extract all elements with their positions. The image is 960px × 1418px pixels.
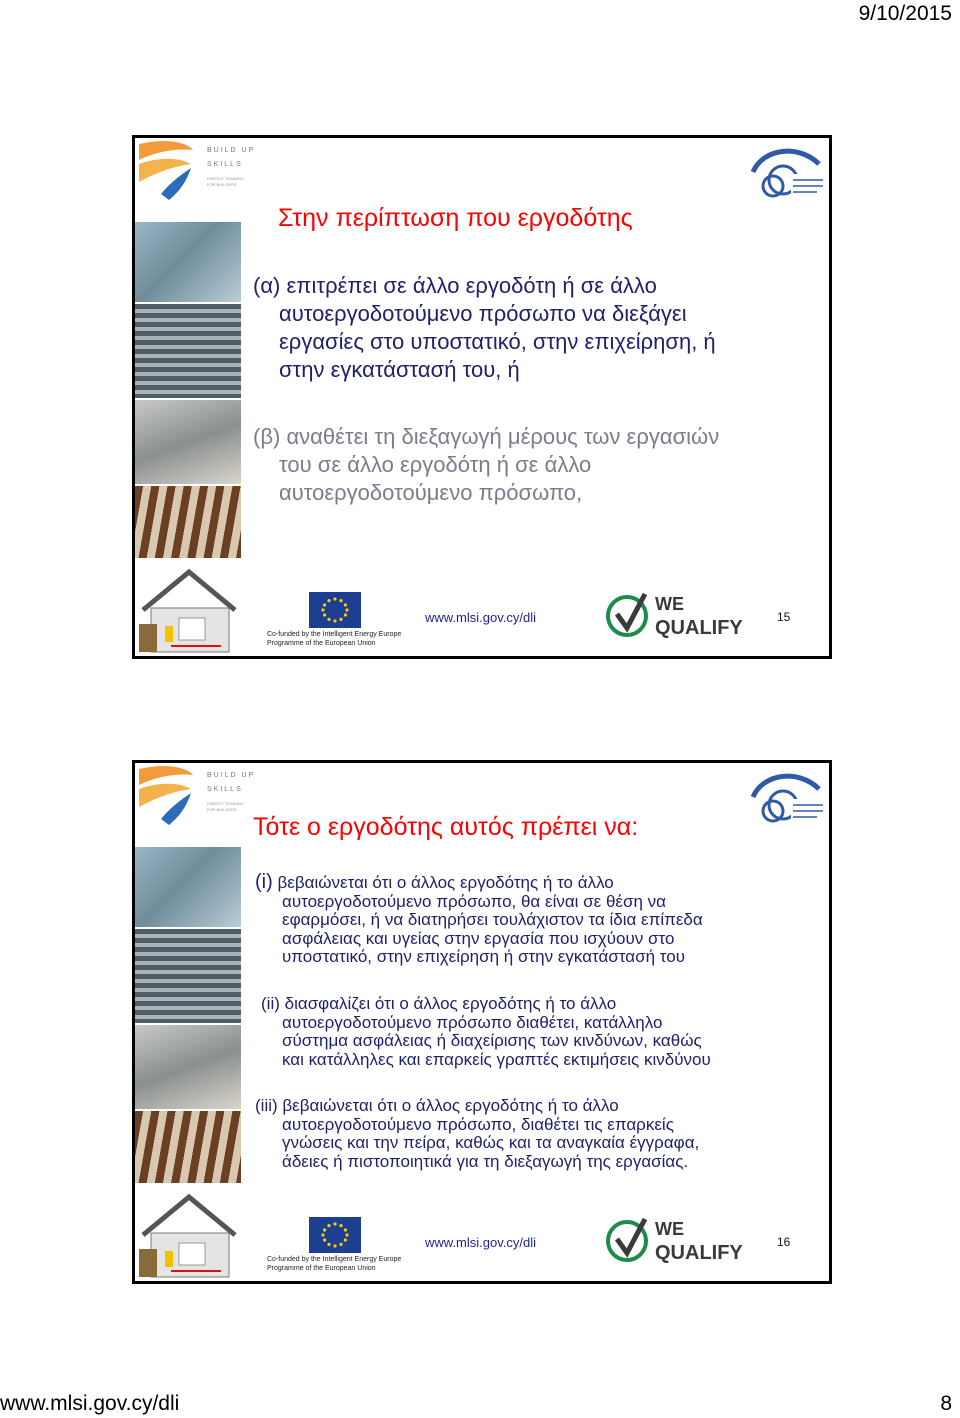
svg-text:QUALIFY: QUALIFY bbox=[655, 1242, 743, 1264]
svg-text:BUILD UP: BUILD UP bbox=[207, 772, 256, 779]
slide-footer bbox=[241, 586, 829, 656]
eu-cofunded-logo: Co-funded by the Intelligent Energy Europe Programme of the European Union bbox=[267, 592, 407, 652]
slide-title: Στην περίπτωση που εργοδότης bbox=[278, 204, 633, 232]
house-icon bbox=[135, 564, 241, 656]
svg-text:WE: WE bbox=[655, 1219, 684, 1239]
window-shutter-photo bbox=[135, 929, 241, 1023]
eu-cofunded-logo: Co-funded by the Intelligent Energy Europe Programme of the European Union bbox=[267, 1217, 407, 1277]
svg-text:ENERGY TRAINING: ENERGY TRAINING bbox=[207, 176, 244, 181]
we-qualify-logo bbox=[605, 1213, 755, 1265]
slide-number: 15 bbox=[777, 610, 791, 624]
svg-text:SKILLS: SKILLS bbox=[207, 786, 243, 793]
page-number: 8 bbox=[940, 1392, 952, 1415]
page-footer-url[interactable]: www.mlsi.gov.cy/dli bbox=[0, 1392, 180, 1415]
slide-15 bbox=[132, 135, 832, 659]
window-shutter-photo bbox=[135, 304, 241, 398]
svg-text:FOR BUILDERS: FOR BUILDERS bbox=[207, 182, 237, 187]
eu-flag-icon bbox=[309, 592, 361, 628]
worker-floor-photo bbox=[135, 222, 241, 302]
slide-16 bbox=[132, 760, 832, 1284]
build-up-skills-logo bbox=[135, 138, 275, 218]
worker-floor-photo bbox=[135, 847, 241, 927]
svg-text:QUALIFY: QUALIFY bbox=[655, 617, 743, 639]
timber-roof-photo bbox=[135, 1111, 241, 1183]
slide-url-link[interactable]: www.mlsi.gov.cy/dli bbox=[425, 610, 537, 625]
slide-footer bbox=[241, 1211, 829, 1281]
plastering-hand-photo bbox=[135, 400, 241, 484]
svg-text:ENERGY TRAINING: ENERGY TRAINING bbox=[207, 801, 244, 806]
slide-url-link[interactable]: www.mlsi.gov.cy/dli bbox=[425, 1235, 537, 1250]
svg-text:SKILLS: SKILLS bbox=[207, 161, 243, 168]
clause-a: (α) επιτρέπει σε άλλο εργοδότη ή σε άλλο αυτοεργοδοτούμενο πρόσωπο να διεξάγει εργασίες στο υποστατικό, στην επιχείρηση, ή στην εγκατάστασή του, ή bbox=[253, 273, 716, 382]
page-date: 9/10/2015 bbox=[858, 2, 952, 25]
we-qualify-logo bbox=[605, 588, 755, 640]
organisation-logo bbox=[743, 142, 827, 204]
eu-flag-icon bbox=[309, 1217, 361, 1253]
clause-i: (i) βεβαιώνεται ότι ο άλλος εργοδότης ή το άλλο αυτοεργοδοτούμενο πρόσωπο, θα είναι σε θέση να εφαρμόσει, ή να διατηρήσει τουλάχιστον τα ίδια επίπεδα ασφάλειας και υγείας στην εργασία που ισχύουν στο υποστατικό, στην επιχείρηση ή στην εγκατάστασή του bbox=[255, 871, 703, 967]
clause-b: (β) αναθέτει τη διεξαγωγή μέρους των εργασιών του σε άλλο εργοδότη ή σε άλλο αυτοεργοδοτούμενο πρόσωπο, bbox=[253, 424, 720, 505]
svg-text:BUILD UP: BUILD UP bbox=[207, 147, 256, 154]
svg-text:FOR BUILDERS: FOR BUILDERS bbox=[207, 807, 237, 812]
clause-iii: (iii) βεβαιώνεται ότι ο άλλος εργοδότης ή το άλλο αυτοεργοδοτούμενο πρόσωπο, διαθέτει τις επαρκείς γνώσεις και την πείρα, καθώς και τα αναγκαία έγγραφα, άδειες ή πιστοποιητικά για τη διεξαγωγή της εργασίας. bbox=[255, 1096, 700, 1171]
house-icon bbox=[135, 1189, 241, 1281]
clause-ii: (ii) διασφαλίζει ότι ο άλλος εργοδότης ή το άλλο αυτοεργοδοτούμενο πρόσωπο διαθέτει, κατάλληλο σύστημα ασφάλειας ή διαχείρισης των κινδύνων, καθώς και κατάλληλες και επαρκείς γραπτές εκτιμήσεις κινδύνου bbox=[261, 994, 711, 1069]
slide-title: Τότε ο εργοδότης αυτός πρέπει να: bbox=[253, 813, 639, 841]
svg-text:WE: WE bbox=[655, 594, 684, 614]
slide-number: 16 bbox=[777, 1235, 791, 1249]
organisation-logo bbox=[743, 767, 827, 829]
plastering-hand-photo bbox=[135, 1025, 241, 1109]
timber-roof-photo bbox=[135, 486, 241, 558]
